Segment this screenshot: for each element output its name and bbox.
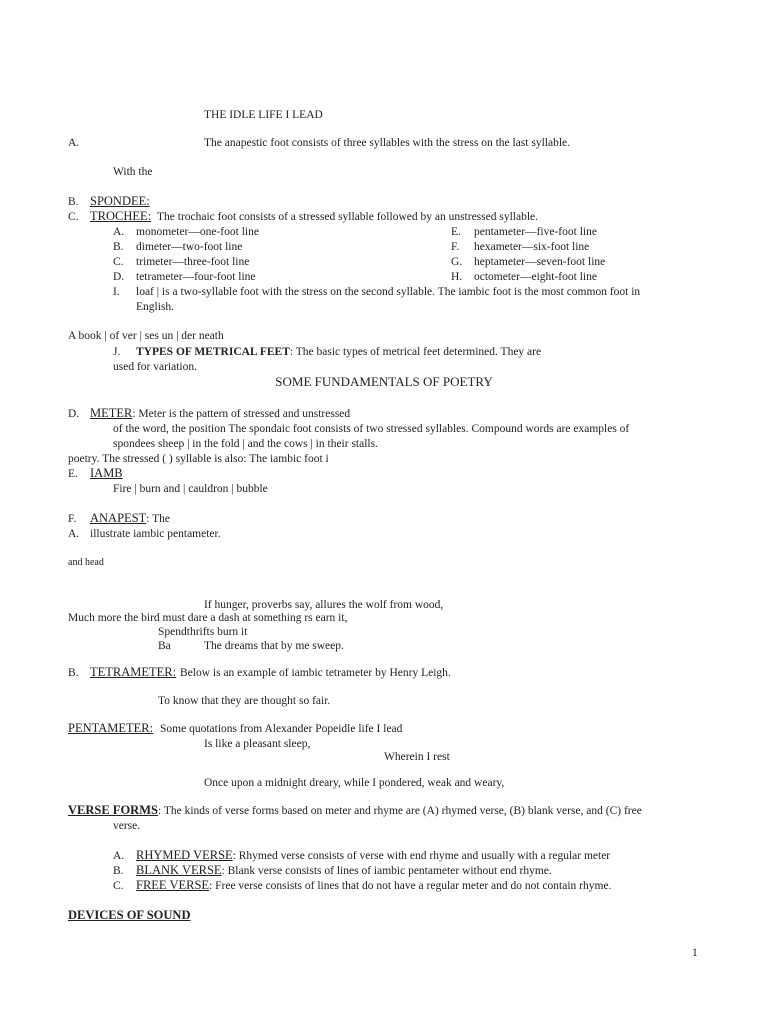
list-item-label: C. xyxy=(113,880,124,892)
poem-line: Is like a pleasant sleep, xyxy=(204,738,311,750)
verse-forms-text: : The kinds of verse forms based on meter and rhyme are (A) rhymed verse, (B) blank verse, and (C) free xyxy=(157,805,642,817)
verse-word: verse. xyxy=(113,820,141,832)
meter-line xyxy=(90,406,350,421)
poem-line: To know that they are thought so fair. xyxy=(158,695,331,707)
iamb-heading: IAMB xyxy=(90,466,123,480)
poem-line: Spendthrifts burn it xyxy=(158,626,248,638)
list-item: monometer—one-foot line xyxy=(136,226,259,238)
item-label: B. xyxy=(68,196,79,208)
iambic-text-1: loaf | is a two-syllable foot with the stress on the second syllable. The iambic foot is the most common foot in xyxy=(136,286,641,298)
item-label: A. xyxy=(68,528,80,540)
item-label: F. xyxy=(68,513,77,525)
list-item-label: F. xyxy=(451,241,460,253)
poem-line: Ba xyxy=(158,640,171,652)
poem-line: Much more the bird must dare a dash at something rs earn it, xyxy=(68,612,348,624)
list-item-label: B. xyxy=(113,241,124,253)
types-line xyxy=(136,345,541,359)
blank-verse-text: : Blank verse consists of lines of iambic pentameter without end rhyme. xyxy=(221,865,552,877)
iambic-text-2: English. xyxy=(136,301,175,313)
list-item-label: C. xyxy=(113,256,124,268)
free-verse-heading: FREE VERSE xyxy=(136,878,210,892)
devices-heading: DEVICES OF SOUND xyxy=(68,908,191,922)
rhymed-verse-heading: RHYMED VERSE xyxy=(136,848,233,862)
list-item xyxy=(136,878,611,893)
list-item-label: D. xyxy=(113,271,125,283)
poem-line: The dreams that by me sweep. xyxy=(204,640,344,652)
anapest-line xyxy=(90,511,170,526)
list-item: pentameter—five-foot line xyxy=(474,226,597,238)
blank-verse-heading: BLANK VERSE xyxy=(136,863,222,877)
illustrate-text: illustrate iambic pentameter. xyxy=(90,528,221,540)
fire-line: Fire | burn and | cauldron | bubble xyxy=(113,483,268,495)
list-item-label: H. xyxy=(451,271,463,283)
tetrameter-text: Below is an example of iambic tetrameter by Henry Leigh. xyxy=(180,667,451,679)
list-item: tetrameter—four-foot line xyxy=(136,271,256,283)
verse-forms-line xyxy=(68,803,642,818)
anapestic-text: The anapestic foot consists of three syllables with the stress on the last syllable. xyxy=(204,137,571,149)
item-label: J. xyxy=(113,346,121,358)
types-heading: TYPES OF METRICAL FEET xyxy=(136,346,290,358)
item-label: B. xyxy=(68,667,79,679)
and-head-text: and head xyxy=(68,557,104,568)
list-item: trimeter—three-foot line xyxy=(136,256,250,268)
rhymed-verse-text: : Rhymed verse consists of verse with end rhyme and usually with a regular meter xyxy=(232,850,611,862)
poem-line: Wherein I rest xyxy=(384,751,450,763)
spondaic-text-1: of the word, the position The spondaic foot consists of two stressed syllables. Compound words are examples of xyxy=(113,423,630,435)
trochee-text: The trochaic foot consists of a stressed syllable followed by an unstressed syllable. xyxy=(157,211,539,223)
section-heading: SOME FUNDAMENTALS OF POETRY xyxy=(275,374,493,389)
trochee-heading: TROCHEE: xyxy=(90,209,152,223)
doc-title: THE IDLE LIFE I LEAD xyxy=(204,109,323,121)
list-item: heptameter—seven-foot line xyxy=(474,256,606,268)
anapest-text: : The xyxy=(146,513,171,525)
book-line: A book | of ver | ses un | der neath xyxy=(68,330,224,342)
poem-line: Once upon a midnight dreary, while I pondered, weak and weary, xyxy=(204,777,505,789)
spondaic-text-2: spondees sheep | in the fold | and the cows | in their stalls. xyxy=(113,438,378,450)
tetrameter-heading: TETRAMETER: xyxy=(90,665,177,679)
meter-heading: METER xyxy=(90,406,133,420)
anapest-heading: ANAPEST xyxy=(90,511,147,525)
list-item xyxy=(136,848,610,863)
list-item-label: B. xyxy=(113,865,124,877)
types-text: : The basic types of metrical feet determined. They are xyxy=(289,346,542,358)
used-for-text: used for variation. xyxy=(113,361,197,373)
verse-forms-heading: VERSE FORMS xyxy=(68,803,158,817)
list-item: hexameter—six-foot line xyxy=(474,241,590,253)
poem-line: If hunger, proverbs say, allures the wolf from wood, xyxy=(204,599,444,611)
list-item: octometer—eight-foot line xyxy=(474,271,597,283)
list-item-label: E. xyxy=(451,226,461,238)
list-item-label: A. xyxy=(113,226,125,238)
item-label: A. xyxy=(68,137,80,149)
item-label: D. xyxy=(68,408,80,420)
meter-text: : Meter is the pattern of stressed and unstressed xyxy=(132,408,351,420)
list-item-label: A. xyxy=(113,850,125,862)
list-item: dimeter—two-foot line xyxy=(136,241,243,253)
item-label: C. xyxy=(68,211,79,223)
pentameter-text: Some quotations from Alexander Popeidle life I lead xyxy=(160,723,403,735)
page-number: 1 xyxy=(692,947,698,959)
spondee-heading: SPONDEE: xyxy=(90,194,150,208)
list-item-label: G. xyxy=(451,256,463,268)
free-verse-text: : Free verse consists of lines that do not have a regular meter and do not contain rhyme. xyxy=(209,880,612,892)
pentameter-heading: PENTAMETER: xyxy=(68,721,154,735)
poetry-line: poetry. The stressed ( ) syllable is also: The iambic foot i xyxy=(68,453,329,465)
with-the-text: With the xyxy=(113,166,153,178)
item-label: E. xyxy=(68,468,78,480)
list-item xyxy=(136,863,552,878)
item-label: I. xyxy=(113,286,120,298)
